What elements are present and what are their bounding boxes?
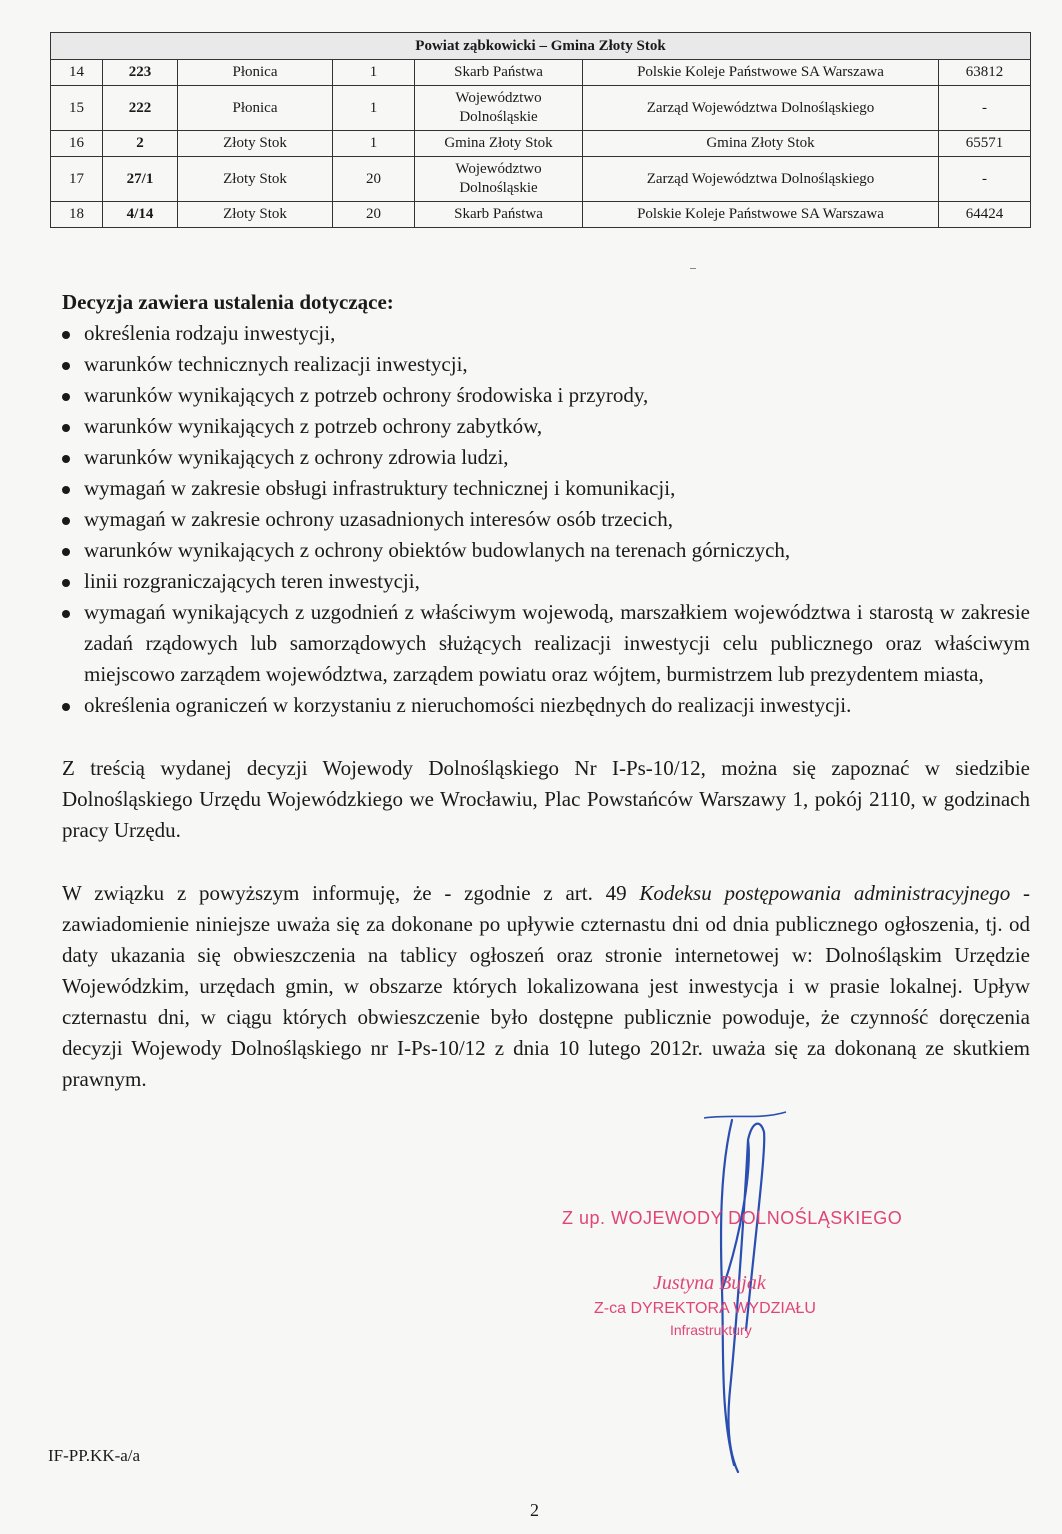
stamp-signatory-name: Justyna Bujak bbox=[653, 1272, 766, 1294]
condition-item: warunków wynikających z potrzeb ochrony zabytków, bbox=[62, 411, 1030, 442]
cell-precinct: Złoty Stok bbox=[178, 157, 333, 202]
cell-owner: Województwo Dolnośląskie bbox=[415, 157, 583, 202]
table-row bbox=[51, 202, 1031, 228]
cell-parcel-number: 2 bbox=[103, 131, 178, 157]
cell-map-sheet: 1 bbox=[333, 131, 415, 157]
cell-row-number: 14 bbox=[51, 60, 103, 86]
cell-land-register: - bbox=[939, 86, 1031, 131]
condition-item: warunków technicznych realizacji inwestycji, bbox=[62, 349, 1030, 380]
cell-manager: Zarząd Województwa Dolnośląskiego bbox=[583, 157, 939, 202]
decision-heading: Decyzja zawiera ustalenia dotyczące: bbox=[62, 290, 394, 314]
cell-owner: Województwo Dolnośląskie bbox=[415, 86, 583, 131]
stamp-department: Infrastruktury bbox=[670, 1322, 752, 1338]
cell-land-register: 65571 bbox=[939, 131, 1031, 157]
region-header: Powiat ząbkowicki – Gmina Złoty Stok bbox=[51, 33, 1031, 60]
cell-row-number: 17 bbox=[51, 157, 103, 202]
cell-map-sheet: 20 bbox=[333, 157, 415, 202]
cell-precinct: Płonica bbox=[178, 86, 333, 131]
cell-parcel-number: 223 bbox=[103, 60, 178, 86]
table-row bbox=[51, 86, 1031, 131]
parcels-table-wrap bbox=[50, 32, 1030, 228]
condition-item: warunków wynikających z ochrony obiektów budowlanych na terenach górniczych, bbox=[62, 535, 1030, 566]
cell-owner: Skarb Państwa bbox=[415, 60, 583, 86]
cell-parcel-number: 4/14 bbox=[103, 202, 178, 228]
stamp-position: Z-ca DYREKTORA WYDZIAŁU bbox=[594, 1300, 816, 1317]
parcels-table-body bbox=[51, 60, 1031, 228]
condition-item: warunków wynikających z ochrony zdrowia ludzi, bbox=[62, 442, 1030, 473]
cell-manager: Polskie Koleje Państwowe SA Warszawa bbox=[583, 202, 939, 228]
page-number: 2 bbox=[530, 1500, 539, 1520]
cell-land-register: 63812 bbox=[939, 60, 1031, 86]
table-row bbox=[51, 60, 1031, 86]
cell-owner: Skarb Państwa bbox=[415, 202, 583, 228]
paragraph-notification bbox=[62, 878, 1030, 1095]
cell-map-sheet: 1 bbox=[333, 86, 415, 131]
parcels-table bbox=[50, 32, 1031, 228]
cell-precinct: Złoty Stok bbox=[178, 131, 333, 157]
cell-row-number: 16 bbox=[51, 131, 103, 157]
cell-land-register: - bbox=[939, 157, 1031, 202]
cell-precinct: Płonica bbox=[178, 60, 333, 86]
cell-land-register: 64424 bbox=[939, 202, 1031, 228]
cell-precinct: Złoty Stok bbox=[178, 202, 333, 228]
stamp-authority: Z up. WOJEWODY DOLNOŚLĄSKIEGO bbox=[562, 1208, 903, 1228]
paragraph-access-info: Z treścią wydanej decyzji Wojewody Dolnośląskiego Nr I-Ps-10/12, można się zapoznać w siedzibie Dolnośląskiego Urzędu Wojewódzkiego we Wrocławiu, Plac Powstańców Warszawy 1, pokój 2110, w godzinach pracy Urzędu. bbox=[62, 756, 1030, 842]
condition-item: wymagań wynikających z uzgodnień z właściwym wojewodą, marszałkiem województwa i starostą w zakresie zadań rządowych lub samorządowych służących realizacji inwestycji celu publicznego oraz właściwym miejscowo zarządem województwa, zarządem powiatu oraz wójtem, burmistrzem lub prezydentem miasta, bbox=[62, 597, 1030, 690]
condition-item: linii rozgraniczających teren inwestycji, bbox=[62, 566, 1030, 597]
cell-manager: Polskie Koleje Państwowe SA Warszawa bbox=[583, 60, 939, 86]
condition-item: określenia ograniczeń w korzystaniu z nieruchomości niezbędnych do realizacji inwestycji. bbox=[62, 690, 1030, 721]
table-row bbox=[51, 157, 1031, 202]
conditions-list bbox=[62, 318, 1030, 721]
main-content bbox=[62, 287, 1030, 1095]
paragraph-notification-code-ref: Kodeksu postępowania administracyjnego bbox=[639, 881, 1011, 905]
condition-item: wymagań w zakresie ochrony uzasadnionych interesów osób trzecich, bbox=[62, 504, 1030, 535]
cell-manager: Zarząd Województwa Dolnośląskiego bbox=[583, 86, 939, 131]
handwritten-signature bbox=[690, 1110, 800, 1480]
cell-row-number: 18 bbox=[51, 202, 103, 228]
cell-owner: Gmina Złoty Stok bbox=[415, 131, 583, 157]
cell-row-number: 15 bbox=[51, 86, 103, 131]
paragraph-notification-part2: - zawiadomienie niniejsze uważa się za dokonane po upływie czternastu dni od dnia publicznego ogłoszenia, tj. od daty ukazania się obwieszczenia na tablicy ogłoszeń oraz stronie internetowej w: Dolnośląskim Urzędzie Wojewódzkim, urzędach gmin, w obszarze których lokalizowana jest inwestycja i w prasie lokalnej. Upływ czternastu dni, w ciągu których obwieszczenie było dostępne publicznie powoduje, że czynność doręczenia decyzji Wojewody Dolnośląskiego nr I-Ps-10/12 z dnia 10 lutego 2012r. uważa się za dokonaną ze skutkiem prawnym. bbox=[62, 881, 1030, 1091]
cell-map-sheet: 20 bbox=[333, 202, 415, 228]
condition-item: warunków wynikających z potrzeb ochrony środowiska i przyrody, bbox=[62, 380, 1030, 411]
condition-item: określenia rodzaju inwestycji, bbox=[62, 318, 1030, 349]
cell-map-sheet: 1 bbox=[333, 60, 415, 86]
condition-item: wymagań w zakresie obsługi infrastruktury technicznej i komunikacji, bbox=[62, 473, 1030, 504]
table-row bbox=[51, 131, 1031, 157]
scan-speck bbox=[690, 268, 696, 269]
cell-parcel-number: 222 bbox=[103, 86, 178, 131]
cell-parcel-number: 27/1 bbox=[103, 157, 178, 202]
paragraph-notification-part1: W związku z powyższym informuję, że - zgodnie z art. 49 bbox=[62, 881, 640, 905]
cell-manager: Gmina Złoty Stok bbox=[583, 131, 939, 157]
document-code: IF-PP.KK-a/a bbox=[48, 1446, 141, 1465]
